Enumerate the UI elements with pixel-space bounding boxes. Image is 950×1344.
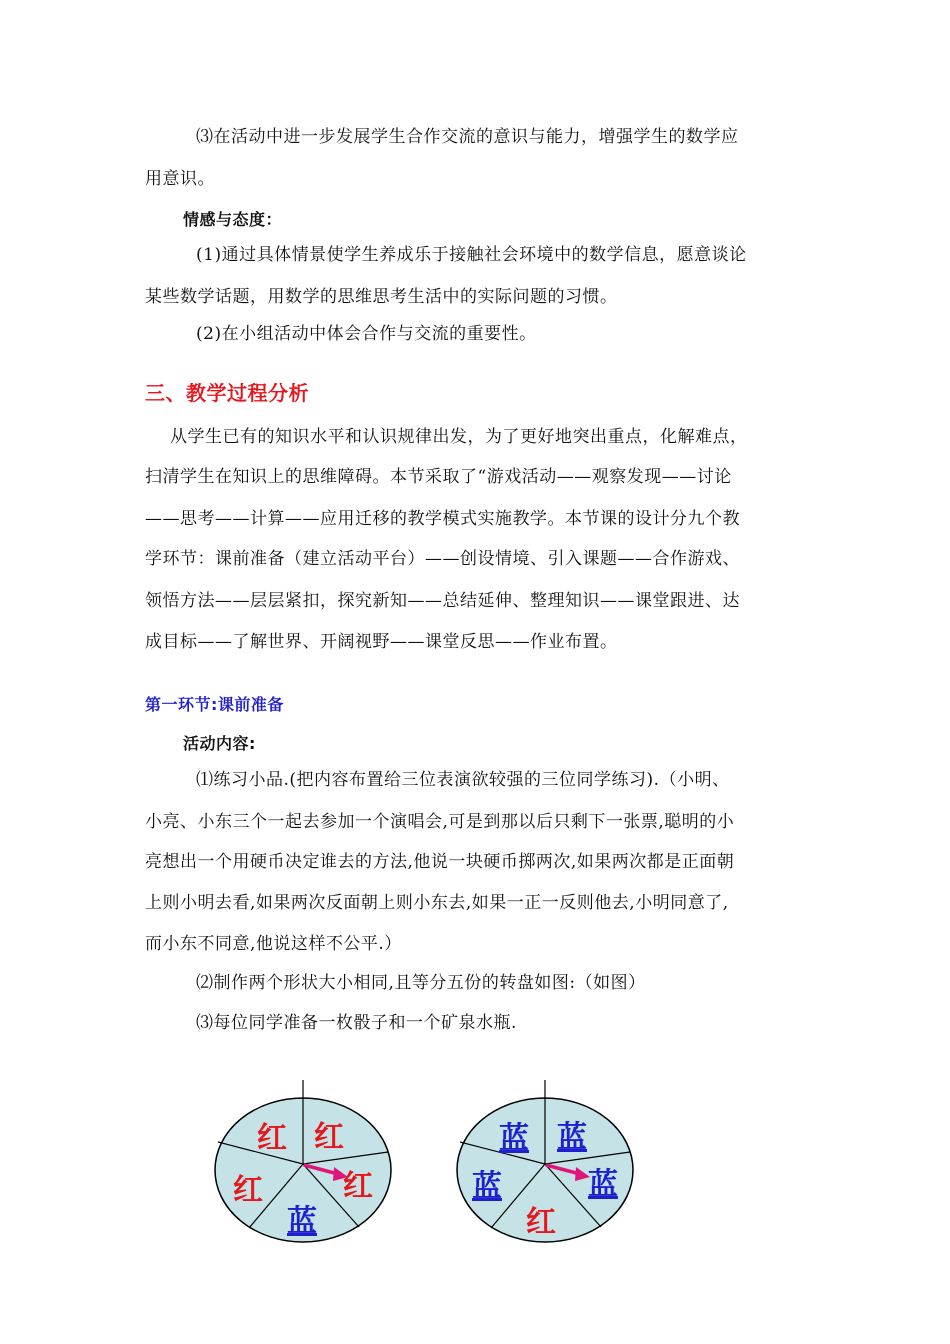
emotion-1-line-1: (1)通过具体情景使学生养成乐于接触社会环境中的数学信息，愿意谈论 bbox=[196, 245, 747, 265]
emotion-attitude-heading: 情感与态度： bbox=[183, 210, 283, 229]
objective-3-line-2: 用意识。 bbox=[145, 169, 215, 189]
analysis-line-2: 扫清学生在知识上的思维障碍。本节采取了“游戏活动——观察发现——讨论 bbox=[145, 467, 732, 487]
spinner-left-label: 红 bbox=[257, 1121, 287, 1156]
spinner-left-label: 蓝 bbox=[287, 1204, 317, 1239]
emotion-1-line-2: 某些数学话题，用数学的思维思考生活中的实际问题的习惯。 bbox=[145, 287, 618, 307]
activity-1-line-5: 而小东不同意,他说这样不公平.） bbox=[145, 934, 402, 954]
spinner-right-label: 蓝 bbox=[499, 1121, 529, 1156]
activity-1-line-1: ⑴练习小品.(把内容布置给三位表演欲较强的三位同学练习).（小明、 bbox=[196, 770, 730, 790]
spinner-left-label: 红 bbox=[343, 1169, 373, 1204]
spinner-left-label: 红 bbox=[233, 1173, 263, 1208]
spinner-right-label: 蓝 bbox=[588, 1167, 618, 1202]
activity-1-line-4: 上则小明去看,如果两次反面朝上则小东去,如果一正一反则他去,小明同意了, bbox=[145, 893, 729, 913]
activity-1-line-2: 小亮、小东三个一起去参加一个演唱会,可是到那以后只剩下一张票,聪明的小 bbox=[145, 812, 735, 832]
stage-1-heading: 第一环节:课前准备 bbox=[145, 695, 284, 714]
spinner-figures bbox=[200, 1070, 680, 1260]
activity-3-line: ⑶每位同学准备一枚骰子和一个矿泉水瓶. bbox=[196, 1013, 517, 1033]
spinner-right-label: 蓝 bbox=[557, 1120, 587, 1155]
analysis-line-6: 成目标——了解世界、开阔视野——课堂反思——作业布置。 bbox=[145, 632, 618, 652]
activity-content-heading: 活动内容: bbox=[183, 734, 256, 753]
activity-1-line-3: 亮想出一个用硬币决定谁去的方法,他说一块硬币掷两次,如果两次都是正面朝 bbox=[145, 852, 735, 872]
analysis-line-4: 学环节：课前准备（建立活动平台）——创设情境、引入课题——合作游戏、 bbox=[145, 549, 740, 569]
analysis-line-5: 领悟方法——层层紧扣，探究新知——总结延伸、整理知识——课堂跟进、达 bbox=[145, 591, 740, 611]
spinner-left bbox=[215, 1080, 391, 1242]
section-3-heading: 三、教学过程分析 bbox=[145, 381, 309, 405]
spinner-left-label: 红 bbox=[314, 1120, 344, 1155]
spinner-right bbox=[457, 1080, 633, 1242]
analysis-line-3: ——思考——计算——应用迁移的教学模式实施教学。本节课的设计分九个教 bbox=[145, 509, 740, 529]
activity-2-line: ⑵制作两个形状大小相同,且等分五份的转盘如图:（如图） bbox=[196, 973, 646, 993]
objective-3-line-1: ⑶在活动中进一步发展学生合作交流的意识与能力，增强学生的数学应 bbox=[196, 127, 739, 147]
spinner-right-label: 蓝 bbox=[472, 1169, 502, 1204]
emotion-2-line: (2)在小组活动中体会合作与交流的重要性。 bbox=[196, 324, 537, 344]
spinner-right-label: 红 bbox=[526, 1205, 556, 1240]
analysis-line-1: 从学生已有的知识水平和认识规律出发，为了更好地突出重点，化解难点， bbox=[170, 427, 748, 447]
